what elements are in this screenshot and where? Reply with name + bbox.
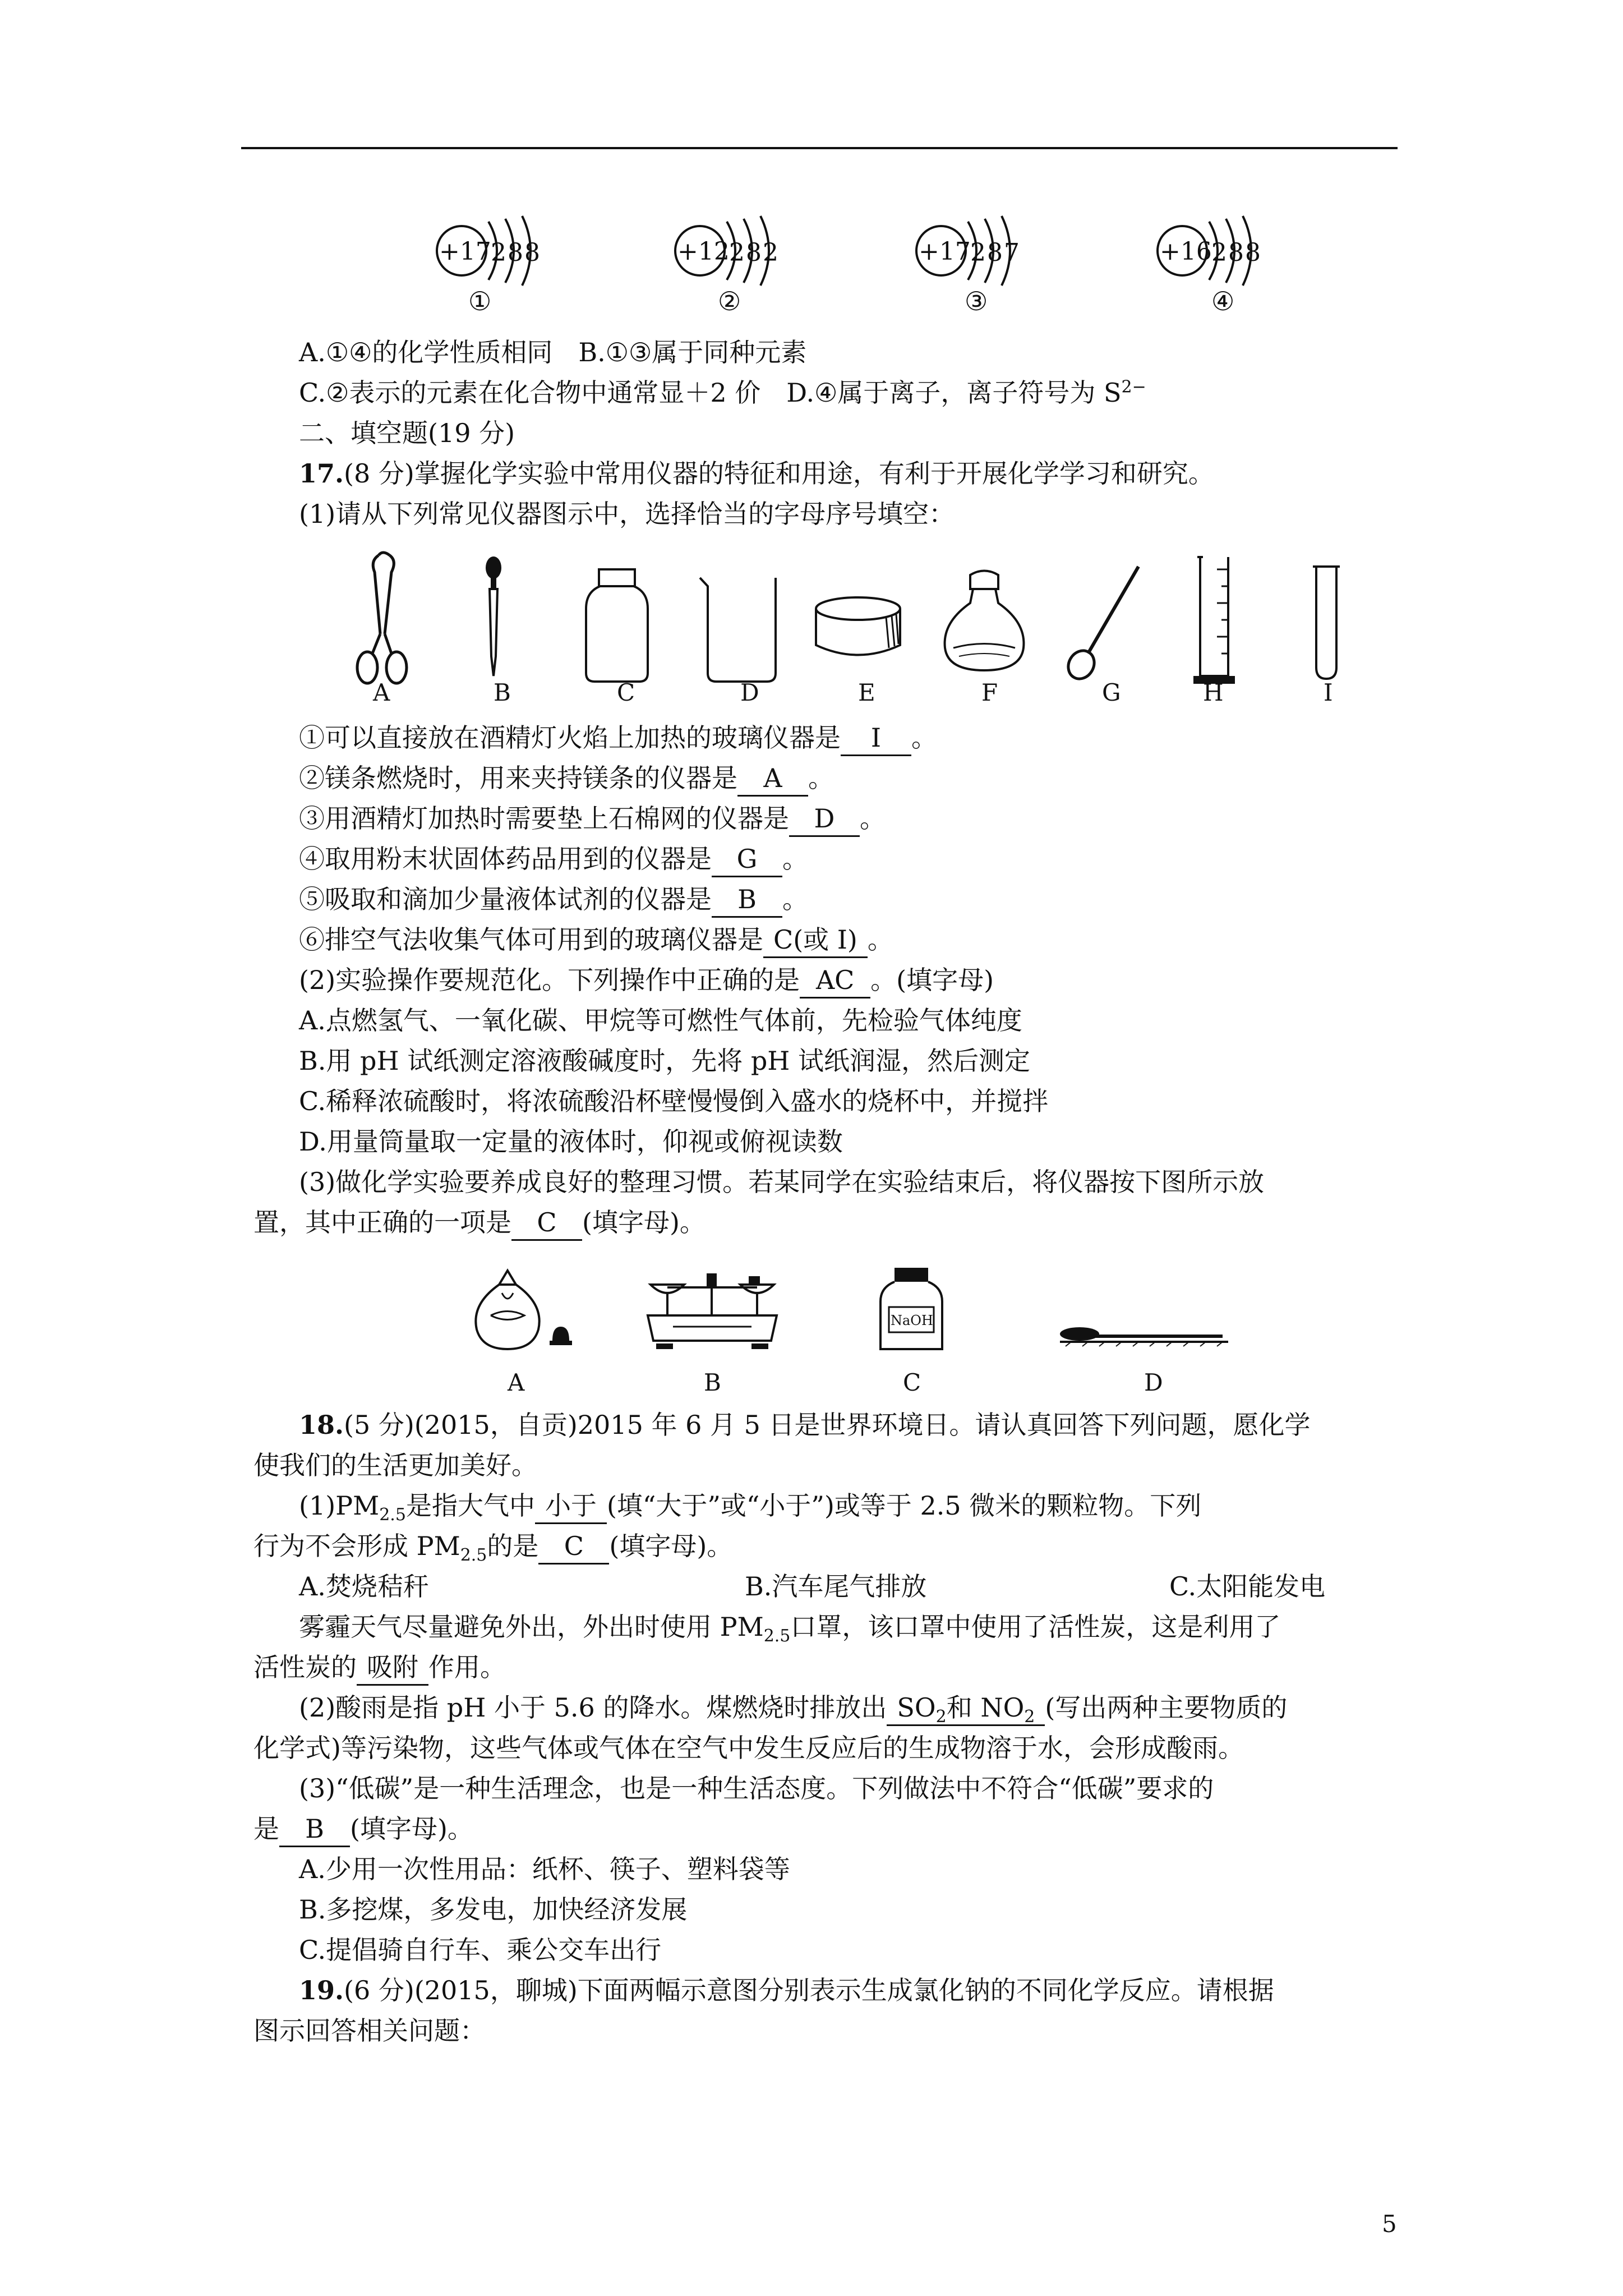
item-end: 。 [911, 723, 937, 753]
text: 口罩，该口罩中使用了活性炭，这是利用了 [790, 1612, 1281, 1642]
answer-blank: I [841, 721, 911, 756]
beaker-icon [695, 575, 785, 684]
item-end: 。 [808, 763, 834, 793]
q19-stem-text: (6 分)(2015，聊城)下面两幅示意图分别表示生成氯化钠的不同化学反应。请根据 [344, 1975, 1274, 2005]
atom-nucleus: +17 [439, 237, 491, 266]
question-number: 18. [299, 1410, 344, 1440]
answer-blank: C(或 I) [763, 923, 868, 958]
q16-options-line-2 [299, 376, 1146, 409]
instrument-label: B [494, 679, 511, 706]
answer-blank: D [789, 802, 860, 837]
answer-blank: G [712, 842, 782, 877]
atom-shell: 8 [987, 238, 1003, 267]
text: 作用。 [428, 1652, 506, 1682]
atom-shell: 2 [729, 238, 745, 267]
part2-question: (2)实验操作要规范化。下列操作中正确的是 [299, 965, 800, 995]
atom-nucleus: +17 [919, 237, 971, 266]
text: 行为不会形成 PM [253, 1531, 460, 1561]
instrument-label: G [1102, 679, 1121, 706]
instrument-label: D [740, 679, 759, 706]
graduated-cylinder-icon [1189, 553, 1239, 687]
text: 雾霾天气尽量避免外出，外出时使用 PM [299, 1612, 764, 1642]
q16-options-text: C.②表示的元素在化合物中通常显＋2 价 D.④属于离子，离子符号为 S [299, 378, 1122, 408]
q19-stem-line2: 图示回答相关问题： [253, 2016, 486, 2046]
text: 是 [253, 1814, 279, 1844]
q18-option: A.焚烧秸秆 [299, 1571, 429, 1602]
atom-shell: 2 [1211, 238, 1227, 267]
subscript: 2.5 [460, 1545, 487, 1566]
q17-part2 [299, 963, 994, 999]
balance-scale-icon [639, 1262, 785, 1352]
instrument-label: H [1203, 679, 1224, 706]
part3-question: 置，其中正确的一项是 [253, 1207, 511, 1237]
atom-shell: 8 [1245, 238, 1261, 267]
item-question: ④取用粉末状固体药品用到的仪器是 [299, 844, 712, 874]
atom-nucleus: +16 [1160, 237, 1212, 266]
reagent-bottle-icon [878, 1265, 945, 1355]
atom-shell: 8 [746, 238, 762, 267]
q18-option: A.少用一次性用品：纸杯、筷子、塑料袋等 [299, 1854, 790, 1884]
answer-blank: 吸附 [357, 1650, 428, 1686]
q17-item [299, 923, 893, 958]
atom-shell: 2 [491, 238, 506, 267]
item-question: ②镁条燃烧时，用来夹持镁条的仪器是 [299, 763, 737, 793]
q18-part1-line2 [253, 1529, 732, 1565]
item-question: ③用酒精灯加热时需要垫上石棉网的仪器是 [299, 803, 789, 834]
test-tube-on-table-icon [1054, 1324, 1234, 1358]
q18-part1-line3 [299, 1610, 1280, 1644]
q18-part3-line2 [253, 1812, 473, 1847]
subscript: 2.5 [763, 1626, 791, 1646]
subscript: 2.5 [379, 1505, 406, 1525]
text: (2)酸雨是指 pH 小于 5.6 的降水。煤燃烧时排放出 [299, 1692, 887, 1723]
q18-part1-line4 [253, 1650, 506, 1686]
text: 活性炭的 [253, 1652, 357, 1682]
atom-shell: 2 [970, 238, 986, 267]
q17-item [299, 882, 808, 918]
q18-part2-line1 [299, 1691, 1287, 1726]
part2-end: 。(填字母) [870, 965, 994, 995]
q17-option: B.用 pH 试纸测定溶液酸碱度时，先将 pH 试纸润湿，然后测定 [299, 1046, 1031, 1076]
atom-label: ① [468, 286, 492, 316]
gas-jar-icon [583, 567, 651, 684]
q17-item [299, 761, 834, 797]
q18-option: B.多挖煤，多发电，加快经济发展 [299, 1894, 688, 1925]
subscript: 2 [1024, 1707, 1035, 1727]
atom-shell: 8 [524, 238, 540, 267]
item-question: ⑥排空气法收集气体可用到的玻璃仪器是 [299, 924, 763, 955]
text: 是指大气中 [405, 1490, 535, 1521]
crucible-tongs-icon [348, 550, 415, 690]
atom-label: ③ [965, 286, 988, 316]
q18-option: C.提倡骑自行车、乘公交车出行 [299, 1935, 662, 1965]
q17-part3-line2 [253, 1205, 706, 1241]
evaporating-dish-icon [813, 595, 903, 668]
atom-shell: 8 [1228, 238, 1244, 267]
q18-stem-text: (5 分)(2015，自贡)2015 年 6 月 5 日是世界环境日。请认真回答下列问题，愿化学 [344, 1410, 1311, 1440]
text: (填字母)。 [350, 1814, 473, 1844]
q17-option: C.稀释浓硫酸时，将浓硫酸沿杯壁慢慢倒入盛水的烧杯中，并搅拌 [299, 1086, 1049, 1116]
q17-part3-line1: (3)做化学实验要养成良好的整理习惯。若某同学在实验结束后，将仪器按下图所示放 [299, 1167, 1265, 1197]
q18-part1-line1 [299, 1489, 1201, 1524]
item-question: ⑤吸取和滴加少量液体试剂的仪器是 [299, 884, 712, 914]
text: SO [897, 1692, 936, 1723]
q17-option: D.用量筒量取一定量的液体时，仰视或俯视读数 [299, 1126, 843, 1157]
text: (1)PM [299, 1490, 380, 1521]
test-tube-icon [1310, 564, 1343, 684]
naoh-label: NaOH [891, 1313, 933, 1328]
section-heading: 二、填空题(19 分) [299, 418, 515, 448]
atom-shell: 8 [508, 238, 523, 267]
dropper-icon [482, 555, 505, 684]
q19-stem [299, 1973, 1274, 2007]
q18-part3-line1: (3)“低碳”是一种生活理念，也是一种生活态度。下列做法中不符合“低碳”要求的 [299, 1773, 1214, 1803]
q18-stem [299, 1408, 1310, 1442]
item-end: 。 [782, 844, 808, 874]
answer-blank: AC [800, 963, 870, 999]
text: (填字母)。 [609, 1531, 733, 1561]
answer-blank: C [538, 1529, 609, 1565]
instrument-label: C [617, 679, 635, 706]
q18-option: C.太阳能发电 [1169, 1571, 1326, 1602]
answer-blank: 小于 [535, 1489, 607, 1524]
placement-label: C [903, 1369, 921, 1396]
text: (填“大于”或“小于”)或等于 2.5 微米的颗粒物。下列 [606, 1490, 1202, 1521]
answer-blank: A [737, 761, 808, 797]
question-number: 17. [299, 458, 344, 489]
item-end: 。 [867, 924, 893, 955]
instrument-label: I [1324, 679, 1333, 706]
placement-label: A [508, 1369, 525, 1396]
text: 的是 [487, 1531, 539, 1561]
q17-stem [299, 457, 1214, 490]
text: (写出两种主要物质的 [1045, 1692, 1288, 1723]
item-end: 。 [782, 884, 808, 914]
placement-label: B [704, 1369, 721, 1396]
q18-stem-line2: 使我们的生活更加美好。 [253, 1450, 537, 1480]
atom-label: ② [718, 286, 741, 316]
subscript: 2 [935, 1707, 947, 1727]
atom-nucleus: +12 [677, 237, 730, 266]
q17-option: A.点燃氢气、一氧化碳、甲烷等可燃性气体前，先检验气体纯度 [299, 1005, 1022, 1036]
instrument-label: E [858, 679, 875, 706]
instrument-label: A [373, 679, 390, 706]
item-question: ①可以直接放在酒精灯火焰上加热的玻璃仪器是 [299, 723, 841, 753]
alcohol-lamp-icon [468, 1259, 586, 1355]
atom-label: ④ [1211, 286, 1235, 316]
atom-shell: 2 [763, 238, 778, 267]
part3-end: (填字母)。 [582, 1207, 706, 1237]
alcohol-lamp-icon [937, 569, 1032, 676]
answer-blank: B [712, 882, 782, 918]
item-end: 。 [860, 803, 886, 834]
ion-charge: 2− [1121, 377, 1146, 397]
q18-option: B.汽车尾气排放 [745, 1571, 927, 1602]
medicine-spoon-icon [1060, 561, 1150, 684]
header-rule [241, 147, 1398, 149]
q16-options-line-1: A.①④的化学性质相同 B.①③属于同种元素 [299, 337, 807, 367]
q17-part1: (1)请从下列常见仪器图示中，选择恰当的字母序号填空： [299, 499, 955, 529]
instrument-label: F [981, 679, 998, 706]
q17-item [299, 842, 808, 877]
atom-shell: 7 [1004, 238, 1020, 267]
answer-blank: B [279, 1812, 350, 1847]
answer-blank [887, 1691, 1045, 1726]
answer-blank: C [511, 1205, 582, 1241]
text: 和 NO [946, 1692, 1025, 1723]
question-number: 19. [299, 1975, 344, 2005]
placement-label: D [1144, 1369, 1163, 1396]
q17-item [299, 721, 937, 756]
q17-stem-text: (8 分)掌握化学实验中常用仪器的特征和用途，有利于开展化学学习和研究。 [344, 458, 1214, 489]
page-number: 5 [1382, 2210, 1397, 2238]
q18-part2-line2: 化学式)等污染物，这些气体或气体在空气中发生反应后的生成物溶于水，会形成酸雨。 [253, 1733, 1244, 1763]
q17-item [299, 802, 886, 837]
